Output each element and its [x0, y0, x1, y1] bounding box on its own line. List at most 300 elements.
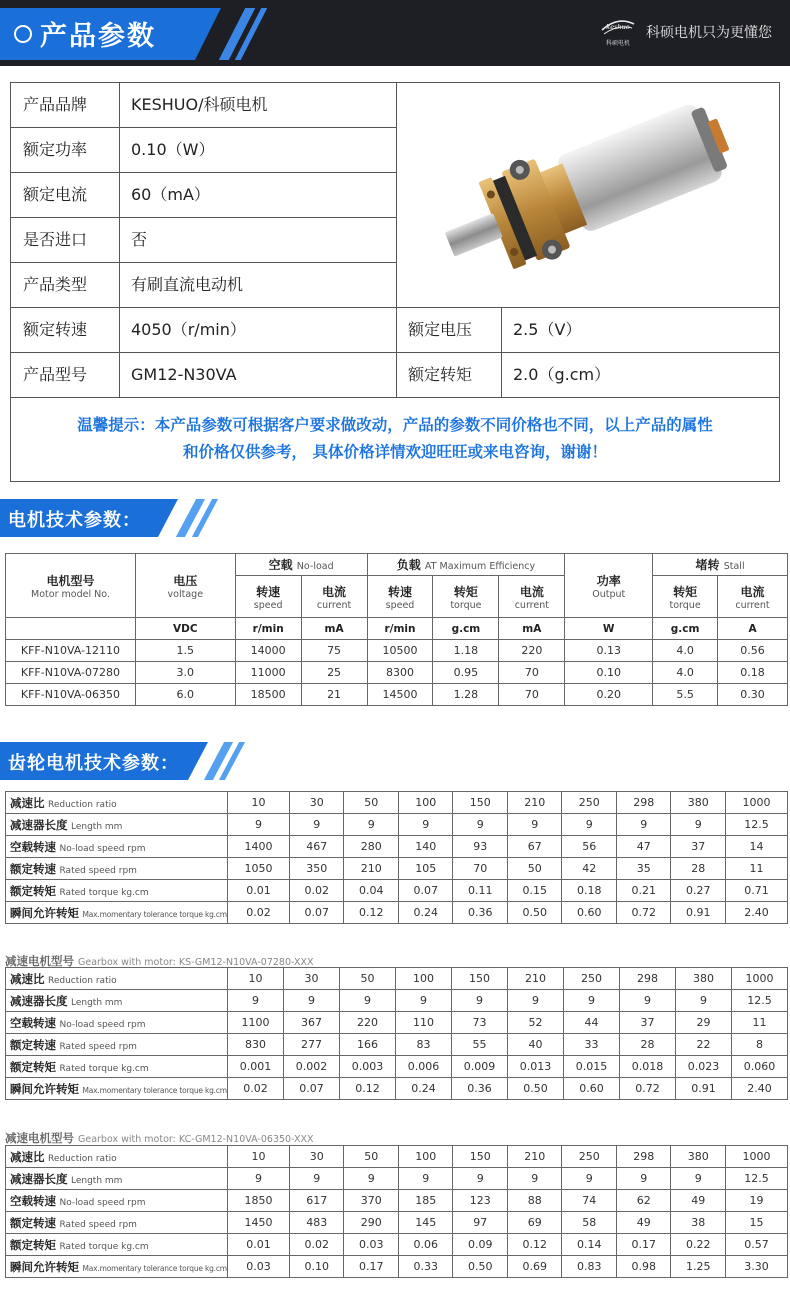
gear-value-cell: 50	[507, 858, 562, 880]
gear-value-cell: 0.003	[340, 1056, 396, 1078]
gear-value-cell: 0.10	[289, 1256, 344, 1278]
gear-value-cell: 11	[732, 1012, 788, 1034]
motor-value-cell: 0.95	[433, 662, 499, 684]
unit-cell	[6, 618, 136, 640]
header-cn: 电流	[322, 584, 347, 599]
motor-tech-table	[5, 553, 788, 706]
gear-value-cell: 12.5	[725, 814, 787, 836]
header-cell	[367, 576, 433, 618]
gear-value-cell: 380	[671, 1146, 726, 1168]
param-row	[11, 128, 396, 173]
param-value: 有刷直流电动机	[131, 275, 244, 294]
gear-value-cell: 9	[507, 814, 562, 836]
gear-value-cell: 0.36	[453, 902, 508, 924]
gear-value-cell: 100	[396, 968, 452, 990]
param-value: KESHUO/科硕电机	[131, 95, 268, 114]
logo-cn-text: 科硕电机	[605, 40, 631, 47]
gear-label-cn: 减速器长度	[10, 993, 68, 1008]
gear-value-cell: 0.04	[344, 880, 399, 902]
gear-row-label	[6, 1256, 228, 1278]
gear-row-label	[6, 1146, 228, 1168]
header-en: speed	[385, 599, 415, 611]
unit-cell: W	[565, 618, 653, 640]
gear-value-cell: 9	[284, 990, 340, 1012]
gear-value-cell: 1450	[228, 1212, 290, 1234]
gear-value-cell: 367	[284, 1012, 340, 1034]
gear-value-cell: 0.60	[562, 902, 617, 924]
gear-label-en: Rated speed rpm	[59, 1219, 137, 1230]
header-cn: 转矩	[673, 584, 698, 599]
param-row	[11, 353, 779, 398]
motor-value-cell: 14000	[235, 640, 301, 662]
header-en: Motor model No.	[31, 588, 110, 600]
gear-value-cell: 12.5	[725, 1168, 787, 1190]
gear-row-label	[6, 1034, 228, 1056]
header-cn: 负载	[396, 558, 421, 572]
gear-value-cell: 50	[340, 968, 396, 990]
motor-model-cell: KFF-N10VA-12110	[6, 640, 136, 662]
gear-row	[6, 990, 788, 1012]
gear-value-cell: 830	[228, 1034, 284, 1056]
gear-value-cell: 150	[452, 968, 508, 990]
page-title	[14, 14, 156, 53]
gear-value-cell: 0.023	[676, 1056, 732, 1078]
header-cn: 转速	[256, 584, 281, 599]
gear-value-cell: 123	[453, 1190, 508, 1212]
gear-value-cell: 185	[398, 1190, 453, 1212]
param-value: 2.5（V）	[513, 320, 582, 339]
gear-value-cell: 93	[453, 836, 508, 858]
product-params-table	[10, 82, 780, 482]
header-cell	[565, 554, 653, 618]
circle-icon	[14, 25, 32, 43]
motor-value-cell: 70	[499, 684, 565, 706]
gear-label-cn: 瞬间允许转矩	[10, 1081, 79, 1096]
param-value: 否	[131, 230, 148, 249]
gear-motor-image	[396, 83, 780, 307]
gear-table	[5, 1145, 788, 1278]
section-title: 电机技术参数：	[8, 510, 141, 531]
gear-value-cell: 380	[676, 968, 732, 990]
gear-value-cell: 100	[398, 792, 453, 814]
gear-value-cell: 0.02	[289, 1234, 344, 1256]
header-cell	[6, 554, 136, 618]
motor-row	[6, 640, 788, 662]
gear-label-cn: 减速比	[10, 1149, 45, 1164]
gear-label-en: No-load speed rpm	[59, 1019, 146, 1030]
gear-value-cell: 0.001	[228, 1056, 284, 1078]
gearbox-model-cn: 减速电机型号	[5, 954, 74, 968]
gear-row-label	[6, 1190, 228, 1212]
gear-row-label	[6, 1234, 228, 1256]
header-cell	[653, 554, 788, 576]
gear-row-label	[6, 880, 228, 902]
gear-value-cell: 74	[562, 1190, 617, 1212]
gear-value-cell: 250	[562, 792, 617, 814]
gear-value-cell: 380	[671, 792, 726, 814]
gear-value-cell: 22	[676, 1034, 732, 1056]
gear-value-cell: 0.002	[284, 1056, 340, 1078]
gear-value-cell: 52	[508, 1012, 564, 1034]
gear-value-cell: 1050	[228, 858, 290, 880]
param-value: 0.10（W）	[131, 140, 215, 159]
gear-value-cell: 0.24	[396, 1078, 452, 1100]
gear-label-en: Max.momentary tolerance torque kg.cm	[82, 1085, 227, 1095]
motor-value-cell: 0.20	[565, 684, 653, 706]
gear-row	[6, 1256, 788, 1278]
gear-label-cn: 额定转速	[10, 1215, 56, 1230]
param-row	[11, 218, 396, 263]
motor-value-cell: 10500	[367, 640, 433, 662]
gear-value-cell: 0.72	[616, 902, 671, 924]
gear-value-cell: 3.30	[725, 1256, 787, 1278]
gear-value-cell: 145	[398, 1212, 453, 1234]
product-photo-cell	[396, 83, 780, 308]
gear-value-cell: 15	[725, 1212, 787, 1234]
gear-value-cell: 83	[396, 1034, 452, 1056]
gear-value-cell: 10	[228, 1146, 290, 1168]
gear-value-cell: 28	[620, 1034, 676, 1056]
gear-value-cell: 0.17	[344, 1256, 399, 1278]
gear-value-cell: 9	[289, 814, 344, 836]
gearbox-model-en: Gearbox with motor: KS-GM12-N10VA-07280-XXX	[78, 957, 314, 968]
gear-value-cell: 290	[344, 1212, 399, 1234]
gear-value-cell: 0.12	[507, 1234, 562, 1256]
gear-label-cn: 额定转速	[10, 1037, 56, 1052]
gearbox-model-cn: 减速电机型号	[5, 1131, 74, 1145]
gear-value-cell: 10	[228, 968, 284, 990]
motor-value-cell: 21	[301, 684, 367, 706]
gear-value-cell: 9	[508, 990, 564, 1012]
gear-value-cell: 298	[616, 792, 671, 814]
gear-value-cell: 9	[564, 990, 620, 1012]
motor-model-cell: KFF-N10VA-07280	[6, 662, 136, 684]
gear-label-en: Rated torque kg.cm	[59, 887, 149, 898]
gear-row-label	[6, 990, 228, 1012]
gear-value-cell: 49	[616, 1212, 671, 1234]
gear-value-cell: 0.013	[508, 1056, 564, 1078]
motor-value-cell: 220	[499, 640, 565, 662]
gear-value-cell: 105	[398, 858, 453, 880]
unit-cell: g.cm	[433, 618, 499, 640]
header-cell	[301, 576, 367, 618]
gear-value-cell: 9	[507, 1168, 562, 1190]
gear-label-cn: 额定转矩	[10, 1237, 56, 1252]
gear-value-cell: 1.25	[671, 1256, 726, 1278]
gear-value-cell: 0.21	[616, 880, 671, 902]
unit-cell: mA	[499, 618, 565, 640]
gear-value-cell: 0.69	[507, 1256, 562, 1278]
section-bar-tail	[158, 499, 178, 537]
gear-label-cn: 额定转矩	[10, 883, 56, 898]
gear-value-cell: 210	[344, 858, 399, 880]
logo-wordmark: keshuo	[606, 23, 630, 31]
motor-value-cell: 0.13	[565, 640, 653, 662]
gear-row	[6, 1234, 788, 1256]
unit-row	[6, 618, 788, 640]
motor-row	[6, 684, 788, 706]
motor-value-cell: 14500	[367, 684, 433, 706]
param-label: 是否进口	[23, 230, 88, 249]
gear-value-cell: 9	[398, 1168, 453, 1190]
gear-value-cell: 140	[398, 836, 453, 858]
gear-row-label	[6, 814, 228, 836]
divider	[119, 83, 120, 398]
gear-value-cell: 44	[564, 1012, 620, 1034]
gear-value-cell: 0.018	[620, 1056, 676, 1078]
gear-row	[6, 1168, 788, 1190]
gear-value-cell: 280	[344, 836, 399, 858]
gear-value-cell: 250	[564, 968, 620, 990]
gear-value-cell: 9	[676, 990, 732, 1012]
header-en: current	[514, 599, 549, 611]
gear-value-cell: 33	[564, 1034, 620, 1056]
gear-value-cell: 0.15	[507, 880, 562, 902]
gear-value-cell: 0.57	[725, 1234, 787, 1256]
gear-value-cell: 47	[616, 836, 671, 858]
motor-section-header	[0, 499, 230, 537]
gear-value-cell: 28	[671, 858, 726, 880]
notice-line: 和价格仅供参考， 具体价格详情欢迎旺旺或来电咨询，谢谢！	[183, 443, 607, 461]
param-value: GM12-N30VA	[131, 365, 237, 384]
gear-value-cell: 0.50	[508, 1078, 564, 1100]
gear-value-cell: 0.27	[671, 880, 726, 902]
gear-label-en: Reduction ratio	[48, 1153, 117, 1164]
gear-value-cell: 9	[616, 1168, 671, 1190]
gear-value-cell: 9	[228, 1168, 290, 1190]
header-cn: 堵转	[695, 558, 720, 572]
gear-value-cell: 0.02	[289, 880, 344, 902]
gear-label-en: Max.momentary tolerance torque kg.cm	[82, 1263, 227, 1273]
divider	[501, 308, 502, 398]
gear-value-cell: 0.006	[396, 1056, 452, 1078]
header-cn: 转矩	[453, 584, 478, 599]
gear-value-cell: 9	[453, 814, 508, 836]
gear-label-cn: 减速器长度	[10, 817, 68, 832]
gear-value-cell: 9	[562, 814, 617, 836]
motor-value-cell: 25	[301, 662, 367, 684]
gear-row	[6, 902, 788, 924]
gear-row-label	[6, 1056, 228, 1078]
gearbox-model-en: Gearbox with motor: KC-GM12-N10VA-06350-XXX	[78, 1134, 314, 1145]
header-cell	[135, 554, 235, 618]
gear-value-cell: 67	[507, 836, 562, 858]
header-cell	[235, 576, 301, 618]
header-en: Output	[592, 588, 626, 600]
motor-value-cell: 1.5	[135, 640, 235, 662]
gear-value-cell: 0.09	[453, 1234, 508, 1256]
gear-value-cell: 0.06	[398, 1234, 453, 1256]
gear-row	[6, 1190, 788, 1212]
gear-value-cell: 2.40	[732, 1078, 788, 1100]
gear-label-en: Reduction ratio	[48, 799, 117, 810]
gear-value-cell: 1100	[228, 1012, 284, 1034]
gear-label-en: Length mm	[71, 821, 123, 832]
gear-label-en: Reduction ratio	[48, 975, 117, 986]
gear-value-cell: 2.40	[725, 902, 787, 924]
unit-cell: VDC	[135, 618, 235, 640]
gear-value-cell: 12.5	[732, 990, 788, 1012]
motor-value-cell: 5.5	[653, 684, 718, 706]
gear-row-label	[6, 858, 228, 880]
gear-value-cell: 0.36	[452, 1078, 508, 1100]
header-cell	[653, 576, 718, 618]
header-en: voltage	[167, 588, 204, 600]
gear-value-cell: 298	[620, 968, 676, 990]
page-title-text: 产品参数	[40, 21, 156, 52]
gear-value-cell: 0.07	[284, 1078, 340, 1100]
gear-label-en: Rated torque kg.cm	[59, 1241, 149, 1252]
header-cn: 电机型号	[46, 573, 95, 588]
gear-value-cell: 9	[228, 990, 284, 1012]
gear-value-cell: 37	[620, 1012, 676, 1034]
gear-value-cell: 0.02	[228, 902, 290, 924]
gear-value-cell: 9	[340, 990, 396, 1012]
gear-value-cell: 0.17	[616, 1234, 671, 1256]
gear-label-cn: 瞬间允许转矩	[10, 905, 79, 920]
gear-value-cell: 617	[289, 1190, 344, 1212]
gear-label-cn: 额定转速	[10, 861, 56, 876]
gear-section-header	[0, 742, 230, 780]
gear-row	[6, 1078, 788, 1100]
gear-row-label	[6, 1212, 228, 1234]
gear-label-en: Rated torque kg.cm	[59, 1063, 149, 1074]
param-label: 产品型号	[23, 365, 88, 384]
gear-row-label	[6, 1168, 228, 1190]
gear-value-cell: 0.009	[452, 1056, 508, 1078]
gear-value-cell: 88	[507, 1190, 562, 1212]
motor-value-cell: 1.28	[433, 684, 499, 706]
header-cn: 电流	[519, 584, 544, 599]
gear-label-cn: 瞬间允许转矩	[10, 1259, 79, 1274]
gear-value-cell: 38	[671, 1212, 726, 1234]
header-en: torque	[669, 599, 701, 611]
gear-value-cell: 9	[562, 1168, 617, 1190]
gear-value-cell: 1000	[725, 792, 787, 814]
gear-label-en: Length mm	[71, 1175, 123, 1186]
gear-row	[6, 1056, 788, 1078]
gear-value-cell: 166	[340, 1034, 396, 1056]
gear-value-cell: 250	[562, 1146, 617, 1168]
motor-model-cell: KFF-N10VA-06350	[6, 684, 136, 706]
gear-value-cell: 0.11	[453, 880, 508, 902]
header-cn: 功率	[596, 573, 621, 588]
header-en: No-load	[296, 561, 334, 572]
gear-row	[6, 814, 788, 836]
gear-value-cell: 35	[616, 858, 671, 880]
gear-label-en: Max.momentary tolerance torque kg.cm	[82, 909, 227, 919]
param-value: 2.0（g.cm）	[513, 365, 611, 384]
gear-label-cn: 减速比	[10, 795, 45, 810]
gear-value-cell: 30	[284, 968, 340, 990]
gear-value-cell: 9	[289, 1168, 344, 1190]
unit-cell: g.cm	[653, 618, 718, 640]
section-title: 齿轮电机技术参数：	[8, 753, 179, 774]
header-en: AT Maximum Efficiency	[424, 561, 536, 572]
gear-row	[6, 1146, 788, 1168]
header-cell	[235, 554, 367, 576]
gear-value-cell: 0.01	[228, 880, 290, 902]
gear-value-cell: 56	[562, 836, 617, 858]
motor-value-cell: 0.30	[718, 684, 788, 706]
gear-row-label	[6, 1012, 228, 1034]
gear-value-cell: 30	[289, 792, 344, 814]
gear-value-cell: 9	[396, 990, 452, 1012]
param-label: 额定转速	[23, 320, 88, 339]
gear-value-cell: 0.24	[398, 902, 453, 924]
gear-value-cell: 0.83	[562, 1256, 617, 1278]
gear-value-cell: 50	[344, 792, 399, 814]
gear-value-cell: 9	[453, 1168, 508, 1190]
gear-value-cell: 0.03	[344, 1234, 399, 1256]
gear-value-cell: 1400	[228, 836, 290, 858]
param-label: 产品类型	[23, 275, 88, 294]
header-cn: 空载	[268, 558, 293, 572]
gear-value-cell: 9	[344, 1168, 399, 1190]
gear-label-cn: 空载转速	[10, 1193, 56, 1208]
gear-value-cell: 1000	[725, 1146, 787, 1168]
gearbox-model-line	[5, 1127, 314, 1146]
param-label: 额定功率	[23, 140, 88, 159]
gear-value-cell: 483	[289, 1212, 344, 1234]
motor-value-cell: 11000	[235, 662, 301, 684]
header-cn: 转速	[387, 584, 412, 599]
motor-row	[6, 662, 788, 684]
gear-label-cn: 减速器长度	[10, 1171, 68, 1186]
motor-value-cell: 75	[301, 640, 367, 662]
gear-row-label	[6, 902, 228, 924]
gear-value-cell: 29	[676, 1012, 732, 1034]
header-cn: 电压	[173, 573, 198, 588]
header-cell	[718, 576, 788, 618]
motor-value-cell: 4.0	[653, 640, 718, 662]
gear-value-cell: 0.060	[732, 1056, 788, 1078]
gear-value-cell: 0.72	[620, 1078, 676, 1100]
gear-row-label	[6, 968, 228, 990]
param-label: 产品品牌	[23, 95, 88, 114]
gear-value-cell: 0.50	[453, 1256, 508, 1278]
gear-value-cell: 0.71	[725, 880, 787, 902]
gear-value-cell: 220	[340, 1012, 396, 1034]
header-en: speed	[253, 599, 283, 611]
param-label: 额定电压	[408, 320, 473, 339]
gear-value-cell: 0.91	[671, 902, 726, 924]
gear-value-cell: 100	[398, 1146, 453, 1168]
header-en: current	[735, 599, 770, 611]
gear-value-cell: 9	[452, 990, 508, 1012]
gear-value-cell: 11	[725, 858, 787, 880]
header-en: current	[316, 599, 352, 611]
param-label: 额定转矩	[408, 365, 473, 384]
gear-label-cn: 空载转速	[10, 839, 56, 854]
gear-value-cell: 0.50	[507, 902, 562, 924]
gear-value-cell: 210	[507, 792, 562, 814]
unit-cell: r/min	[235, 618, 301, 640]
gear-value-cell: 9	[398, 814, 453, 836]
gear-value-cell: 9	[228, 814, 290, 836]
gear-label-en: No-load speed rpm	[59, 843, 146, 854]
gear-value-cell: 277	[284, 1034, 340, 1056]
motor-value-cell: 0.56	[718, 640, 788, 662]
gear-row	[6, 836, 788, 858]
gear-value-cell: 50	[344, 1146, 399, 1168]
gear-value-cell: 97	[453, 1212, 508, 1234]
gear-value-cell: 9	[344, 814, 399, 836]
param-value: 60（mA）	[131, 185, 210, 204]
gear-row	[6, 1034, 788, 1056]
motor-value-cell: 70	[499, 662, 565, 684]
gear-row	[6, 968, 788, 990]
